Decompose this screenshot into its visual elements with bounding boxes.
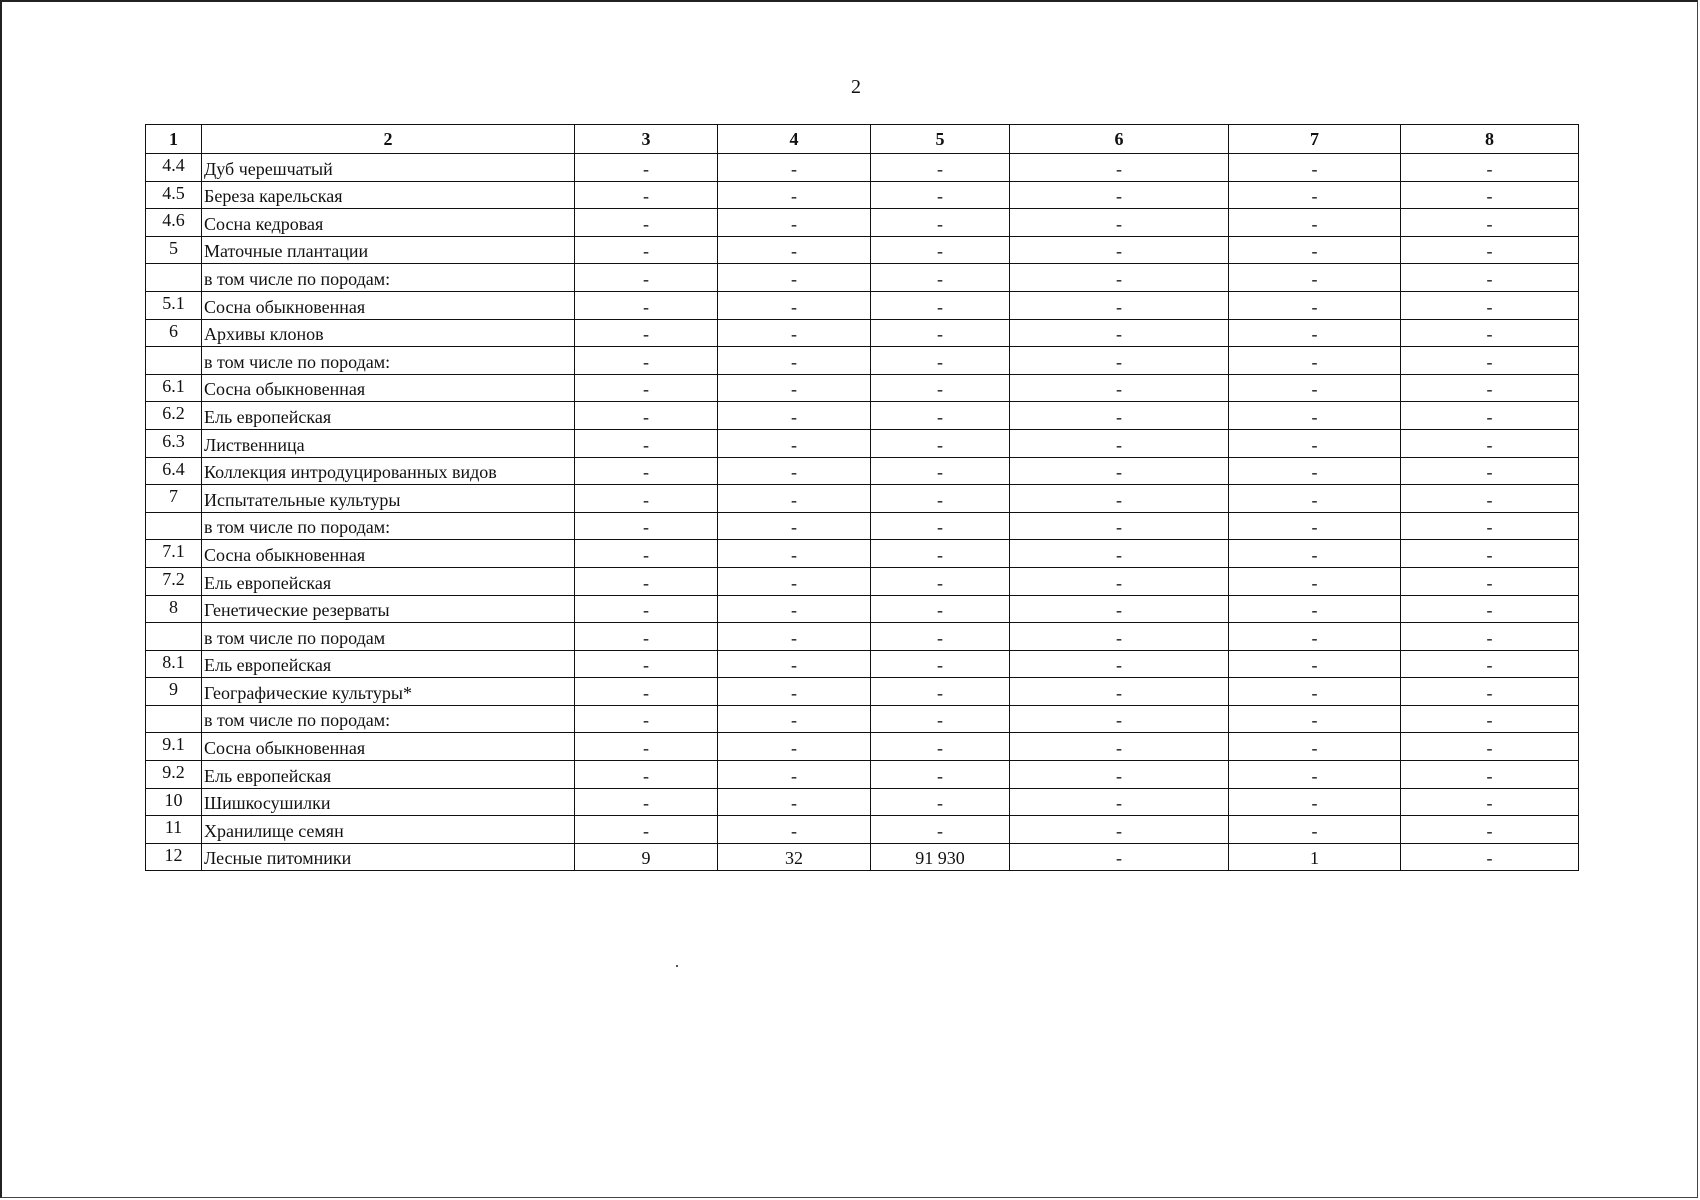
value-cell: -	[1229, 678, 1401, 706]
row-number-cell: 5	[146, 236, 202, 264]
value-cell: -	[575, 816, 718, 844]
row-number-cell: 9.1	[146, 733, 202, 761]
value-cell: -	[1010, 650, 1229, 678]
value-cell: -	[1229, 154, 1401, 182]
value-cell: -	[575, 512, 718, 540]
value-cell: -	[1229, 319, 1401, 347]
value-cell: -	[718, 264, 871, 292]
value-cell: -	[1010, 843, 1229, 871]
row-number-cell: 9	[146, 678, 202, 706]
scan-artifact-dot	[676, 965, 678, 967]
value-cell: -	[1229, 181, 1401, 209]
value-cell: -	[1010, 567, 1229, 595]
value-cell: -	[1401, 733, 1579, 761]
value-cell: -	[871, 788, 1010, 816]
column-header: 3	[575, 125, 718, 154]
value-cell: -	[1401, 623, 1579, 651]
value-cell: -	[1229, 485, 1401, 513]
value-cell: -	[1401, 816, 1579, 844]
value-cell: -	[718, 623, 871, 651]
value-cell: -	[575, 236, 718, 264]
value-cell: -	[871, 457, 1010, 485]
value-cell: 91 930	[871, 843, 1010, 871]
value-cell: -	[1229, 816, 1401, 844]
value-cell: -	[1401, 540, 1579, 568]
value-cell: -	[575, 402, 718, 430]
column-header: 5	[871, 125, 1010, 154]
value-cell: -	[871, 347, 1010, 375]
value-cell: -	[1401, 319, 1579, 347]
value-cell: -	[1401, 567, 1579, 595]
value-cell: -	[1401, 236, 1579, 264]
row-number-cell: 11	[146, 816, 202, 844]
value-cell: -	[1401, 374, 1579, 402]
value-cell: -	[718, 733, 871, 761]
value-cell: -	[871, 154, 1010, 182]
table-row	[146, 374, 1579, 402]
value-cell: -	[1401, 209, 1579, 237]
row-number-cell: 7.1	[146, 540, 202, 568]
value-cell: -	[575, 485, 718, 513]
row-number-cell: 4.4	[146, 154, 202, 182]
value-cell: -	[871, 291, 1010, 319]
value-cell: -	[718, 816, 871, 844]
row-name-cell: Береза карельская	[202, 181, 575, 209]
value-cell: -	[1229, 540, 1401, 568]
value-cell: -	[871, 595, 1010, 623]
value-cell: -	[1401, 457, 1579, 485]
value-cell: -	[718, 429, 871, 457]
table-row	[146, 264, 1579, 292]
value-cell: -	[871, 485, 1010, 513]
table-row	[146, 402, 1579, 430]
row-number-cell: 10	[146, 788, 202, 816]
value-cell: -	[1010, 623, 1229, 651]
value-cell: -	[575, 761, 718, 789]
table-row	[146, 236, 1579, 264]
row-number-cell: 12	[146, 843, 202, 871]
value-cell: -	[871, 429, 1010, 457]
value-cell: -	[871, 567, 1010, 595]
table-row	[146, 154, 1579, 182]
row-number-cell: 6	[146, 319, 202, 347]
value-cell: -	[1229, 374, 1401, 402]
value-cell: -	[1401, 181, 1579, 209]
value-cell: -	[1010, 457, 1229, 485]
row-name-cell: в том числе по породам	[202, 623, 575, 651]
value-cell: -	[871, 761, 1010, 789]
value-cell: -	[718, 319, 871, 347]
value-cell: -	[575, 678, 718, 706]
value-cell: -	[718, 705, 871, 733]
row-number-cell: 8.1	[146, 650, 202, 678]
row-name-cell: Коллекция интродуцированных видов	[202, 457, 575, 485]
value-cell: -	[871, 623, 1010, 651]
value-cell: -	[1010, 512, 1229, 540]
value-cell: -	[871, 540, 1010, 568]
table-row	[146, 485, 1579, 513]
value-cell: -	[1229, 402, 1401, 430]
column-header: 4	[718, 125, 871, 154]
row-name-cell: Ель европейская	[202, 567, 575, 595]
value-cell: -	[1010, 705, 1229, 733]
table-row	[146, 457, 1579, 485]
value-cell: -	[575, 705, 718, 733]
value-cell: -	[1010, 374, 1229, 402]
table-row	[146, 623, 1579, 651]
row-number-cell: 6.3	[146, 429, 202, 457]
row-name-cell: Хранилище семян	[202, 816, 575, 844]
row-name-cell: Сосна обыкновенная	[202, 374, 575, 402]
value-cell: -	[718, 540, 871, 568]
value-cell: -	[718, 402, 871, 430]
column-header: 7	[1229, 125, 1401, 154]
table-row	[146, 733, 1579, 761]
value-cell: -	[718, 761, 871, 789]
row-number-cell: 8	[146, 595, 202, 623]
value-cell: -	[1010, 429, 1229, 457]
value-cell: -	[575, 374, 718, 402]
table-row	[146, 429, 1579, 457]
value-cell: -	[718, 209, 871, 237]
value-cell: -	[871, 236, 1010, 264]
value-cell: -	[1010, 733, 1229, 761]
value-cell: -	[1401, 512, 1579, 540]
value-cell: -	[871, 374, 1010, 402]
value-cell: -	[1010, 347, 1229, 375]
value-cell: -	[1010, 540, 1229, 568]
table-row	[146, 291, 1579, 319]
row-name-cell: Сосна обыкновенная	[202, 291, 575, 319]
value-cell: -	[575, 319, 718, 347]
value-cell: -	[1229, 650, 1401, 678]
column-header: 1	[146, 125, 202, 154]
value-cell: -	[1010, 485, 1229, 513]
value-cell: -	[1401, 678, 1579, 706]
value-cell: -	[1010, 154, 1229, 182]
row-name-cell: Сосна обыкновенная	[202, 540, 575, 568]
table-row	[146, 843, 1579, 871]
row-name-cell: в том числе по породам:	[202, 347, 575, 375]
value-cell: -	[1401, 788, 1579, 816]
value-cell: -	[871, 319, 1010, 347]
row-name-cell: Дуб черешчатый	[202, 154, 575, 182]
value-cell: -	[718, 650, 871, 678]
table-row	[146, 650, 1579, 678]
row-name-cell: Ель европейская	[202, 402, 575, 430]
value-cell: -	[718, 485, 871, 513]
value-cell: 1	[1229, 843, 1401, 871]
value-cell: -	[1401, 429, 1579, 457]
value-cell: -	[871, 650, 1010, 678]
value-cell: -	[718, 788, 871, 816]
table-row	[146, 347, 1579, 375]
value-cell: -	[575, 209, 718, 237]
value-cell: -	[1229, 567, 1401, 595]
table-row	[146, 512, 1579, 540]
value-cell: -	[575, 788, 718, 816]
value-cell: -	[718, 457, 871, 485]
value-cell: -	[718, 291, 871, 319]
row-name-cell: Генетические резерваты	[202, 595, 575, 623]
row-number-cell: 4.5	[146, 181, 202, 209]
value-cell: -	[871, 264, 1010, 292]
data-table	[145, 124, 1579, 871]
row-number-cell: 7.2	[146, 567, 202, 595]
row-name-cell: Ель европейская	[202, 650, 575, 678]
value-cell: -	[871, 402, 1010, 430]
value-cell: -	[575, 540, 718, 568]
value-cell: -	[871, 512, 1010, 540]
value-cell: -	[1010, 264, 1229, 292]
row-number-cell: 5.1	[146, 291, 202, 319]
column-header: 6	[1010, 125, 1229, 154]
value-cell: -	[575, 623, 718, 651]
table-row	[146, 678, 1579, 706]
row-name-cell: Маточные плантации	[202, 236, 575, 264]
value-cell: -	[1229, 264, 1401, 292]
table-row	[146, 181, 1579, 209]
row-number-cell: 6.4	[146, 457, 202, 485]
value-cell: -	[1401, 843, 1579, 871]
value-cell: -	[718, 567, 871, 595]
value-cell: -	[718, 374, 871, 402]
table-row	[146, 319, 1579, 347]
table-row	[146, 567, 1579, 595]
value-cell: -	[1229, 733, 1401, 761]
value-cell: -	[1229, 705, 1401, 733]
value-cell: -	[1401, 347, 1579, 375]
value-cell: -	[575, 733, 718, 761]
value-cell: -	[1229, 457, 1401, 485]
value-cell: -	[1229, 761, 1401, 789]
table-row	[146, 705, 1579, 733]
value-cell: 32	[718, 843, 871, 871]
value-cell: -	[718, 347, 871, 375]
table-row	[146, 209, 1579, 237]
table-body	[146, 154, 1579, 871]
value-cell: -	[1401, 595, 1579, 623]
value-cell: -	[1010, 761, 1229, 789]
value-cell: -	[1401, 402, 1579, 430]
value-cell: -	[575, 154, 718, 182]
value-cell: -	[871, 181, 1010, 209]
value-cell: -	[1401, 761, 1579, 789]
value-cell: -	[1401, 264, 1579, 292]
value-cell: -	[718, 512, 871, 540]
table-row	[146, 540, 1579, 568]
value-cell: -	[871, 705, 1010, 733]
value-cell: -	[1010, 788, 1229, 816]
value-cell: -	[718, 154, 871, 182]
row-name-cell: Архивы клонов	[202, 319, 575, 347]
row-number-cell	[146, 264, 202, 292]
row-name-cell: Испытательные культуры	[202, 485, 575, 513]
row-number-cell	[146, 512, 202, 540]
value-cell: -	[1229, 347, 1401, 375]
value-cell: -	[718, 678, 871, 706]
row-name-cell: Сосна обыкновенная	[202, 733, 575, 761]
row-name-cell: Лесные питомники	[202, 843, 575, 871]
value-cell: -	[575, 650, 718, 678]
value-cell: -	[1010, 816, 1229, 844]
row-number-cell: 4.6	[146, 209, 202, 237]
header-row	[146, 125, 1579, 154]
column-header: 8	[1401, 125, 1579, 154]
value-cell: -	[1401, 154, 1579, 182]
value-cell: -	[1229, 788, 1401, 816]
value-cell: 9	[575, 843, 718, 871]
value-cell: -	[1401, 650, 1579, 678]
value-cell: -	[871, 816, 1010, 844]
row-name-cell: в том числе по породам:	[202, 512, 575, 540]
row-number-cell	[146, 623, 202, 651]
value-cell: -	[718, 595, 871, 623]
value-cell: -	[1401, 291, 1579, 319]
table-row	[146, 595, 1579, 623]
value-cell: -	[575, 457, 718, 485]
value-cell: -	[1229, 291, 1401, 319]
row-name-cell: в том числе по породам:	[202, 705, 575, 733]
row-number-cell: 6.2	[146, 402, 202, 430]
row-number-cell	[146, 347, 202, 375]
table-row	[146, 816, 1579, 844]
value-cell: -	[1010, 236, 1229, 264]
value-cell: -	[1229, 209, 1401, 237]
row-name-cell: Географические культуры*	[202, 678, 575, 706]
row-number-cell: 6.1	[146, 374, 202, 402]
value-cell: -	[1010, 291, 1229, 319]
value-cell: -	[718, 181, 871, 209]
row-name-cell: Шишкосушилки	[202, 788, 575, 816]
value-cell: -	[575, 595, 718, 623]
column-header: 2	[202, 125, 575, 154]
value-cell: -	[1010, 595, 1229, 623]
value-cell: -	[1229, 236, 1401, 264]
value-cell: -	[1010, 678, 1229, 706]
value-cell: -	[575, 347, 718, 375]
value-cell: -	[1229, 595, 1401, 623]
value-cell: -	[718, 236, 871, 264]
table-row	[146, 761, 1579, 789]
row-name-cell: Ель европейская	[202, 761, 575, 789]
value-cell: -	[1229, 512, 1401, 540]
value-cell: -	[575, 291, 718, 319]
value-cell: -	[871, 209, 1010, 237]
value-cell: -	[871, 733, 1010, 761]
value-cell: -	[575, 429, 718, 457]
row-name-cell: Сосна кедровая	[202, 209, 575, 237]
row-number-cell: 7	[146, 485, 202, 513]
row-number-cell: 9.2	[146, 761, 202, 789]
value-cell: -	[575, 181, 718, 209]
value-cell: -	[1010, 181, 1229, 209]
value-cell: -	[575, 264, 718, 292]
value-cell: -	[1229, 623, 1401, 651]
value-cell: -	[1010, 209, 1229, 237]
value-cell: -	[575, 567, 718, 595]
row-name-cell: Лиственница	[202, 429, 575, 457]
value-cell: -	[1010, 402, 1229, 430]
value-cell: -	[871, 678, 1010, 706]
value-cell: -	[1401, 485, 1579, 513]
row-name-cell: в том числе по породам:	[202, 264, 575, 292]
value-cell: -	[1401, 705, 1579, 733]
row-number-cell	[146, 705, 202, 733]
table-row	[146, 788, 1579, 816]
page-number: 2	[851, 76, 861, 98]
value-cell: -	[1010, 319, 1229, 347]
value-cell: -	[1229, 429, 1401, 457]
